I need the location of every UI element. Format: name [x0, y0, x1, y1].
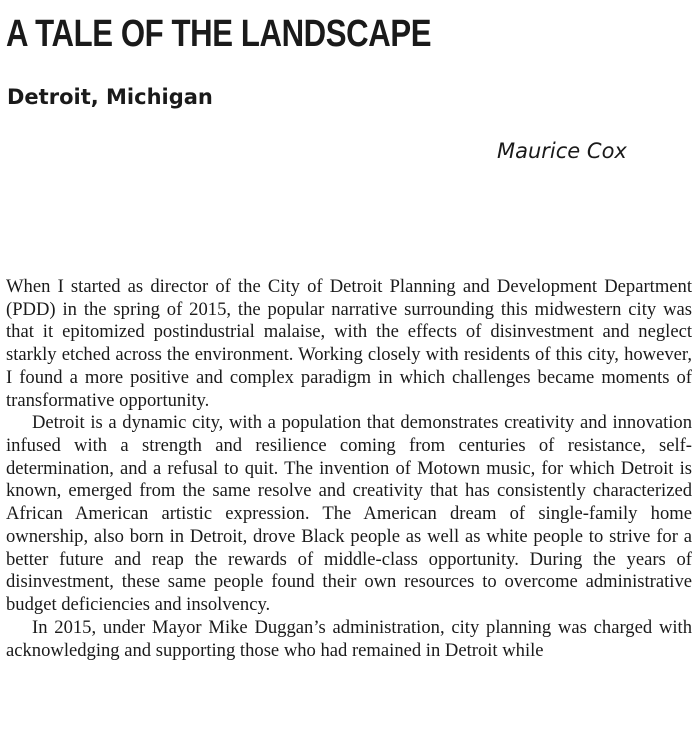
- chapter-subtitle: Detroit, Michigan: [7, 85, 213, 109]
- author-name: Maurice Cox: [497, 139, 627, 163]
- paragraph-1: When I started as director of the City of Detroit Planning and Development Department (PDD) in the spring of 2015, the popular narrative surrounding this midwestern city was that it epitomized postindustrial malaise, with the effects of disinvestment and neglect starkly etched across the environment. Working closely with residents of this city, however, I found a more positive and complex paradigm in which challenges became moments of transformative opportunity.: [6, 276, 692, 411]
- paragraph-3: In 2015, under Mayor Mike Duggan’s administration, city planning was charged with acknowledging and supporting those who had remained in Detroit while: [6, 616, 692, 661]
- paragraph-2: Detroit is a dynamic city, with a population that demonstrates creativity and innovation infused with a strength and resilience coming from centuries of resistance, self-determination, and a refusal to quit. The invention of Motown music, for which Detroit is known, emerged from the same resolve and creativity that has consistently characterized African American artistic expression. The American dream of single-family home ownership, also born in Detroit, drove Black people as well as white people to strive for a better future and reap the rewards of middle-class opportunity. During the years of disinvestment, these same people found their own resources to overcome administrative budget deficiencies and insolvency.: [6, 412, 692, 616]
- body-text: [6, 276, 692, 662]
- chapter-title: A TALE OF THE LANDSCAPE: [6, 13, 432, 55]
